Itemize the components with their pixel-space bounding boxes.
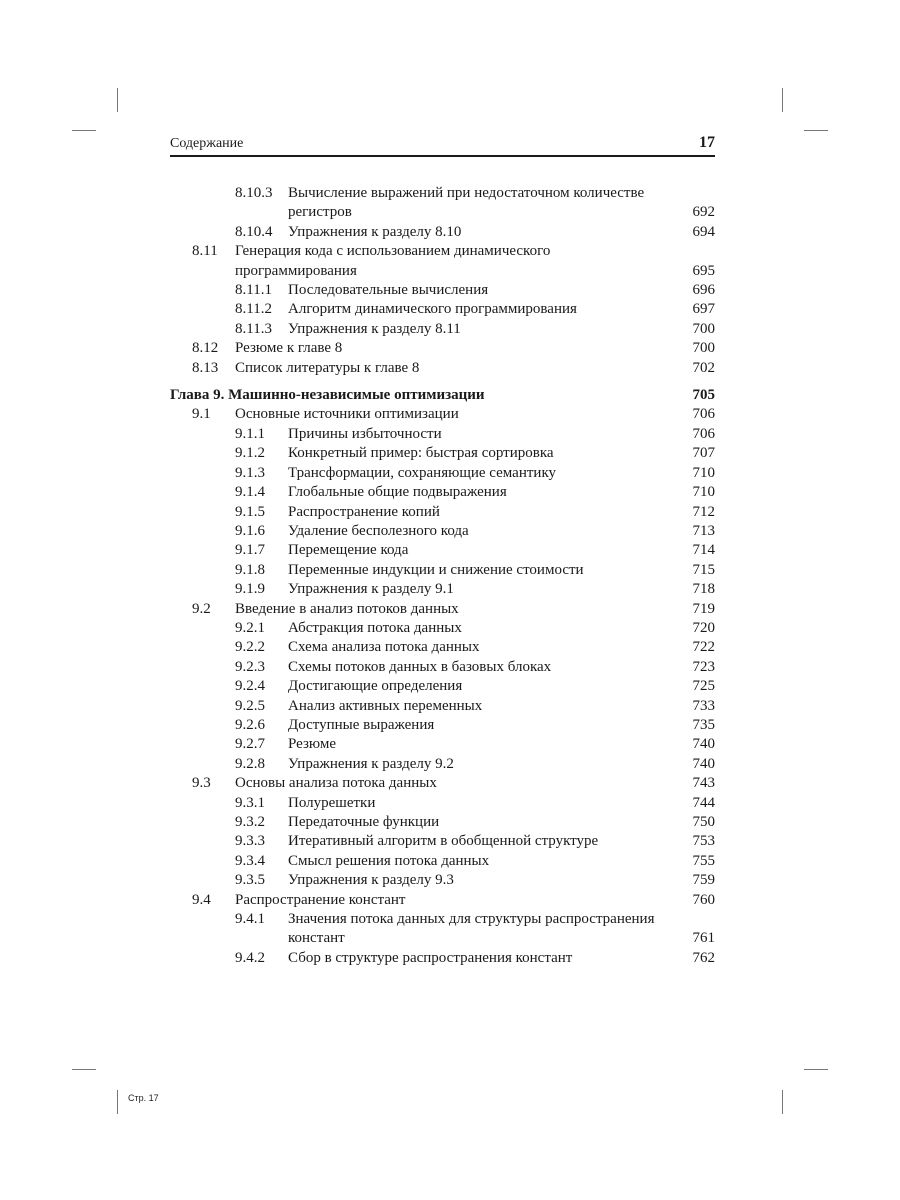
toc-entry-number: 9.2 bbox=[192, 600, 211, 617]
toc-entry-page: 714 bbox=[692, 542, 715, 559]
toc-entry-title: Список литературы к главе 8 bbox=[235, 359, 420, 376]
toc-entry-title: Основные источники оптимизации bbox=[235, 406, 459, 423]
toc-section-entry bbox=[170, 405, 715, 424]
toc-entry-number: 9.2.1 bbox=[235, 619, 265, 636]
toc-entry-number: 9.3.1 bbox=[235, 794, 265, 811]
toc-subsection-entry bbox=[170, 949, 715, 968]
toc-entry-number: 9.1.2 bbox=[235, 445, 265, 462]
toc-entry-page: 715 bbox=[692, 561, 715, 578]
toc-entry-title: Схема анализа потока данных bbox=[288, 639, 480, 656]
toc-entry-title: Упражнения к разделу 9.1 bbox=[288, 581, 454, 598]
toc-entry-number: 9.1 bbox=[192, 406, 211, 423]
toc-section-entry bbox=[170, 339, 715, 358]
toc-entry-title: Распространение копий bbox=[288, 503, 440, 520]
toc-subsection-entry bbox=[170, 444, 715, 463]
toc-entry-page: 740 bbox=[692, 755, 715, 772]
toc-entry-page: 710 bbox=[692, 464, 715, 481]
toc-entry-page: 695 bbox=[692, 262, 715, 279]
toc-entry-page: 725 bbox=[692, 678, 715, 695]
running-head bbox=[170, 135, 715, 157]
toc-entry-number: 9.1.8 bbox=[235, 561, 265, 578]
toc-entry-title: Трансформации, сохраняющие семантику bbox=[288, 464, 557, 481]
toc-entry-title: Доступные выражения bbox=[288, 716, 435, 733]
toc-subsection-entry bbox=[170, 677, 715, 696]
toc-section-entry bbox=[170, 774, 715, 793]
footer-page-label: Стр. 17 bbox=[128, 1093, 159, 1103]
toc-subsection-entry bbox=[170, 425, 715, 444]
toc-entry-number: 8.11.2 bbox=[235, 301, 272, 318]
crop-mark bbox=[804, 130, 828, 131]
toc-subsection-entry bbox=[170, 483, 715, 502]
toc-entry-number: 9.3.5 bbox=[235, 872, 265, 889]
toc-subsection-entry bbox=[170, 281, 715, 300]
toc-subsection-entry bbox=[170, 638, 715, 657]
toc-entry-title: Достигающие определения bbox=[288, 678, 463, 695]
toc-entry-number: 8.11.3 bbox=[235, 320, 272, 337]
toc-entry-number: 9.4 bbox=[192, 891, 211, 908]
toc-entry-number: 8.10.3 bbox=[235, 185, 273, 201]
toc-entry-title: Введение в анализ потоков данных bbox=[235, 600, 459, 617]
toc-entry-page: 692 bbox=[692, 204, 715, 221]
toc-entry-title: Распространение констант bbox=[235, 891, 406, 908]
toc-entry-title: Итеративный алгоритм в обобщенной структуре bbox=[288, 833, 599, 850]
toc-subsection-entry bbox=[170, 464, 715, 483]
crop-mark bbox=[72, 130, 96, 131]
toc-entry-page: 760 bbox=[692, 891, 715, 908]
crop-mark bbox=[782, 88, 783, 112]
toc-entry-number: 9.2.5 bbox=[235, 697, 265, 714]
toc-entry-number: 9.1.5 bbox=[235, 503, 265, 520]
toc-entry-title: Упражнения к разделу 9.3 bbox=[288, 872, 454, 889]
toc-section-entry bbox=[170, 891, 715, 910]
toc-entry-title: Значения потока данных для структуры распространения констант bbox=[288, 911, 655, 947]
toc-entry-page: 723 bbox=[692, 658, 715, 675]
toc-entry-number: 8.11.1 bbox=[235, 282, 272, 299]
toc-entry-number: 9.4.2 bbox=[235, 949, 265, 966]
toc-entry-number: 9.1.1 bbox=[235, 425, 265, 442]
crop-mark bbox=[804, 1069, 828, 1070]
toc-entry-page: 735 bbox=[692, 716, 715, 733]
running-head-page-number: 17 bbox=[699, 134, 715, 151]
toc-entry-number: 8.12 bbox=[192, 340, 219, 357]
toc-subsection-entry bbox=[170, 619, 715, 638]
toc-subsection-entry bbox=[170, 580, 715, 599]
toc-entry-page: 697 bbox=[692, 301, 715, 318]
toc-entry-page: 719 bbox=[692, 600, 715, 617]
toc-subsection-entry bbox=[170, 813, 715, 832]
toc-entry-title: Алгоритм динамического программирования bbox=[288, 301, 577, 318]
toc-entry-number: 9.1.4 bbox=[235, 484, 265, 501]
toc-entry-number: 9.2.8 bbox=[235, 755, 265, 772]
toc-subsection-entry bbox=[170, 716, 715, 735]
toc-entry-page: 702 bbox=[692, 359, 715, 376]
toc-entry-page: 712 bbox=[692, 503, 715, 520]
toc-entry-title: Упражнения к разделу 8.11 bbox=[288, 320, 461, 337]
toc-subsection-entry bbox=[170, 223, 715, 242]
toc-entry-page: 759 bbox=[692, 872, 715, 889]
toc-entry-page: 718 bbox=[692, 581, 715, 598]
toc-entry-page: 710 bbox=[692, 484, 715, 501]
toc-entry-page: 743 bbox=[692, 775, 715, 792]
toc-entry-page: 755 bbox=[692, 852, 715, 869]
toc-entry-number: 9.2.2 bbox=[235, 639, 265, 656]
toc-entry-number: 9.3.3 bbox=[235, 833, 265, 850]
toc-entry-page: 713 bbox=[692, 522, 715, 539]
toc-chapter-entry bbox=[170, 386, 715, 405]
toc-entry-page: 706 bbox=[692, 425, 715, 442]
toc-subsection-entry bbox=[170, 735, 715, 754]
toc-entry-page: 733 bbox=[692, 697, 715, 714]
toc-entry-title: Резюме bbox=[288, 736, 337, 753]
toc-entry-page: 722 bbox=[692, 639, 715, 656]
toc-entry-page: 707 bbox=[692, 445, 715, 462]
toc-entry-title: Вычисление выражений при недостаточном количестве регистров bbox=[288, 185, 645, 221]
toc-entry-number: 9.3.2 bbox=[235, 814, 265, 830]
toc-entry-title: Сбор в структуре распространения констант bbox=[288, 949, 573, 966]
toc-entry-title: Резюме к главе 8 bbox=[235, 340, 343, 357]
toc-entry-title: Глобальные общие подвыражения bbox=[288, 484, 507, 501]
toc-entry-page: 753 bbox=[692, 833, 715, 850]
toc-entry-page: 720 bbox=[692, 619, 715, 636]
toc-entry-title: Упражнения к разделу 8.10 bbox=[288, 223, 462, 240]
toc-entry-page: 694 bbox=[692, 223, 715, 240]
toc-entry-number: 9.1.7 bbox=[235, 542, 265, 559]
toc-entry-title: Генерация кода с использованием динамического программирования bbox=[235, 243, 551, 279]
toc-subsection-entry bbox=[170, 832, 715, 851]
crop-mark bbox=[117, 88, 118, 112]
toc-subsection-entry bbox=[170, 522, 715, 541]
toc-entry-number: 9.2.7 bbox=[235, 736, 265, 753]
toc-entry-number: 9.1.6 bbox=[235, 522, 265, 539]
toc-subsection-entry bbox=[170, 755, 715, 774]
toc-entry-title: Основы анализа потока данных bbox=[235, 775, 437, 792]
toc-entry-title: Анализ активных переменных bbox=[288, 697, 483, 714]
toc-entry-page: 706 bbox=[692, 406, 715, 423]
toc-entry-title: Упражнения к разделу 9.2 bbox=[288, 755, 454, 772]
toc-subsection-entry bbox=[170, 503, 715, 522]
toc-entry-page: 744 bbox=[692, 794, 715, 811]
toc-entry-title: Передаточные функции bbox=[288, 814, 440, 830]
toc-entry-title: Конкретный пример: быстрая сортировка bbox=[288, 445, 554, 462]
toc-entry-title: Полурешетки bbox=[288, 794, 376, 811]
toc-subsection-entry bbox=[170, 184, 715, 223]
toc-entry-title: Схемы потоков данных в базовых блоках bbox=[288, 658, 552, 675]
toc-subsection-entry bbox=[170, 561, 715, 580]
toc-entry-title: Переменные индукции и снижение стоимости bbox=[288, 561, 584, 578]
toc-entry-title: Перемещение кода bbox=[288, 542, 409, 559]
toc-section-entry bbox=[170, 600, 715, 619]
toc-section-entry bbox=[170, 242, 715, 281]
toc-entry-page: 705 bbox=[692, 387, 715, 404]
toc-subsection-entry bbox=[170, 320, 715, 339]
toc-entry-title: Абстракция потока данных bbox=[288, 619, 462, 636]
toc-section-entry bbox=[170, 359, 715, 378]
toc-entry-page: 700 bbox=[692, 320, 715, 337]
toc-entry-title: Удаление бесполезного кода bbox=[288, 522, 469, 539]
toc-subsection-entry bbox=[170, 910, 715, 949]
toc-entry-page: 750 bbox=[692, 814, 715, 830]
table-of-contents bbox=[170, 184, 715, 968]
toc-entry-title: Глава 9. Машинно-независимые оптимизации bbox=[170, 387, 485, 404]
crop-mark bbox=[117, 1090, 118, 1114]
toc-entry-number: 8.10.4 bbox=[235, 223, 273, 240]
toc-entry-number: 8.11 bbox=[192, 243, 218, 260]
toc-entry-number: 9.2.6 bbox=[235, 716, 265, 733]
toc-subsection-entry bbox=[170, 658, 715, 677]
toc-entry-page: 762 bbox=[692, 949, 715, 966]
toc-entry-page: 700 bbox=[692, 340, 715, 357]
toc-entry-page: 740 bbox=[692, 736, 715, 753]
crop-mark bbox=[72, 1069, 96, 1070]
crop-mark bbox=[782, 1090, 783, 1114]
toc-entry-number: 9.2.3 bbox=[235, 658, 265, 675]
toc-subsection-entry bbox=[170, 300, 715, 319]
running-head-title: Содержание bbox=[170, 136, 244, 151]
toc-entry-title: Последовательные вычисления bbox=[288, 282, 489, 299]
toc-entry-number: 9.4.1 bbox=[235, 911, 265, 928]
toc-entry-title: Причины избыточности bbox=[288, 425, 442, 442]
toc-subsection-entry bbox=[170, 794, 715, 813]
toc-entry-title: Смысл решения потока данных bbox=[288, 852, 490, 869]
toc-subsection-entry bbox=[170, 697, 715, 716]
toc-entry-number: 9.2.4 bbox=[235, 678, 265, 695]
toc-entry-page: 761 bbox=[692, 930, 715, 947]
toc-subsection-entry bbox=[170, 541, 715, 560]
toc-entry-number: 9.1.9 bbox=[235, 581, 265, 598]
toc-entry-number: 8.13 bbox=[192, 359, 219, 376]
toc-entry-number: 9.3 bbox=[192, 775, 211, 792]
toc-entry-number: 9.3.4 bbox=[235, 852, 265, 869]
toc-subsection-entry bbox=[170, 871, 715, 890]
toc-entry-number: 9.1.3 bbox=[235, 464, 265, 481]
toc-subsection-entry bbox=[170, 852, 715, 871]
toc-entry-page: 696 bbox=[692, 282, 715, 299]
